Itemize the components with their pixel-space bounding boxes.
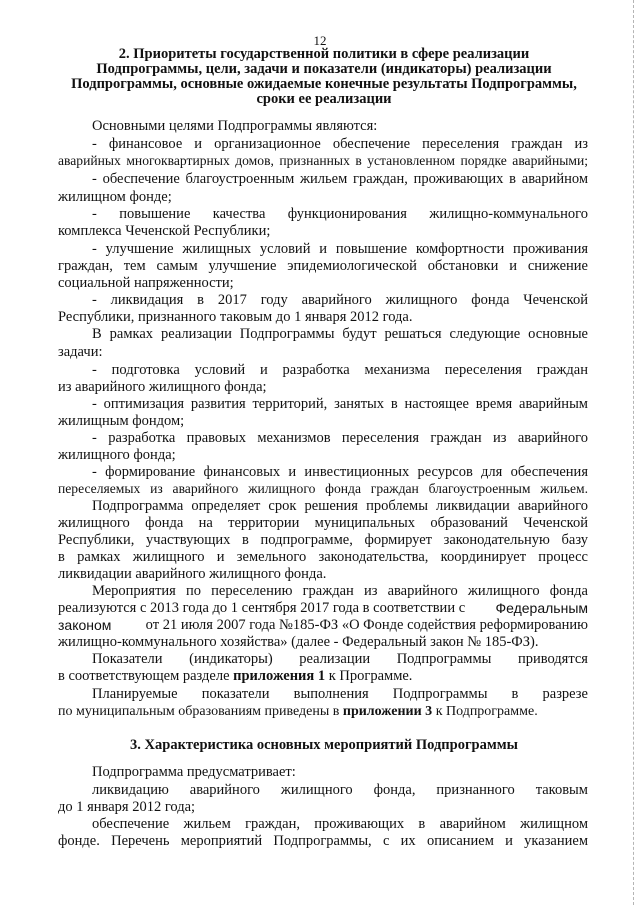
text-line: из аварийного жилищного фонда;: [58, 379, 267, 395]
section-2-title-line: 2. Приоритеты государственной политики в сфере реализации: [118, 46, 530, 62]
section-2-title-line: Подпрограммы, цели, задачи и показатели (индикаторы) реализации: [96, 61, 552, 77]
word: реализации: [299, 651, 371, 667]
line-segment: к Программе.: [328, 668, 413, 684]
text-line: [58, 599, 588, 617]
word: (индикаторы): [189, 651, 273, 667]
text-line: [92, 205, 588, 223]
word: в: [511, 686, 519, 702]
law-word: законом: [58, 617, 112, 633]
word: качества: [212, 206, 266, 222]
line-segment: в соответствующем разделе: [58, 668, 230, 684]
text-line: [58, 667, 588, 685]
federal-law-word: Федеральным: [495, 600, 588, 616]
text-line: переселяемых из аварийного жилищного фонда граждан благоустроенным жильем.: [58, 481, 588, 496]
text-line: Подпрограмма предусматривает:: [92, 764, 296, 780]
word: признанного: [436, 782, 515, 798]
word: аварийного: [189, 782, 260, 798]
text-line: ликвидации аварийного жилищного фонда.: [58, 566, 327, 582]
text-line: - оптимизация развития территорий, занятых в настоящее время аварийным: [92, 396, 588, 412]
text-line: социальной напряженности;: [58, 275, 234, 291]
text-line: - формирование финансовых и инвестиционных ресурсов для обеспечения: [92, 464, 588, 480]
word: разрезе: [542, 686, 588, 702]
text-line: Подпрограмма определяет срок решения проблемы ликвидации аварийного: [92, 498, 588, 514]
word: Показатели: [92, 651, 163, 667]
text-line: - подготовка условий и разработка механизма переселения граждан: [92, 362, 588, 378]
text-line: в рамках жилищного и земельного законодательства, координирует процесс: [58, 549, 588, 565]
text-line: жилищным фондом;: [58, 413, 185, 429]
text-line: [92, 685, 588, 703]
word: Планируемые: [92, 686, 178, 702]
text-line: до 1 января 2012 года;: [58, 799, 196, 815]
page-number: 12: [313, 33, 327, 48]
text-line: граждан, тем самым улучшение эпидемиологической обстановки и снижение: [58, 258, 588, 274]
text-line: комплекса Чеченской Республики;: [58, 223, 271, 239]
text-line: Основными целями Подпрограммы являются:: [92, 118, 378, 134]
text-line: обеспечение жильем граждан, проживающих в аварийном жилищном: [92, 816, 588, 832]
text-line: задачи:: [58, 344, 103, 360]
text-line: фонде. Перечень мероприятий Подпрограммы, с их описанием и указанием: [58, 833, 588, 849]
text-line: - ликвидация в 2017 году аварийного жилищного фонда Чеченской: [92, 292, 588, 308]
word: фонда,: [373, 782, 416, 798]
word: -: [92, 206, 97, 222]
text-line: - разработка правовых механизмов переселения граждан из аварийного: [92, 430, 588, 446]
text-line: [58, 616, 588, 634]
text-line: Республики, признанного таковым до 1 января 2012 года.: [58, 309, 413, 325]
line-segment: реализуются с 2013 года до 1 сентября 2017 года в соответствии с: [58, 600, 466, 616]
line-segment: по муниципальным образованиям приведены в: [58, 704, 340, 719]
text-line: - обеспечение благоустроенным жильем граждан, проживающих в аварийном: [92, 171, 588, 187]
word: жилищного: [280, 782, 353, 798]
text-line: [58, 703, 588, 721]
text-line: аварийных многоквартирных домов, признанных в установленном порядке аварийными;: [58, 153, 588, 168]
text-line: - финансовое и организационное обеспечение переселения граждан из: [92, 136, 588, 152]
appendix-1-reference: приложения 1: [233, 668, 326, 684]
text-line: жилищного фонда на территории муниципальных образований Чеченской: [58, 515, 588, 531]
word: приводятся: [517, 651, 588, 667]
text-line: [92, 650, 588, 668]
word: таковым: [535, 782, 588, 798]
word: ликвидацию: [92, 782, 169, 798]
text-line: жилищно-коммунального хозяйства» (далее - Федеральный закон № 185-ФЗ).: [58, 634, 539, 650]
appendix-3-reference: приложении 3: [342, 704, 433, 719]
text-line: Республики, участвующих в подпрограмме, формирует законодательную базу: [58, 532, 588, 548]
text-line: Мероприятия по переселению граждан из аварийного жилищного фонда: [92, 583, 588, 599]
word: показатели: [201, 686, 270, 702]
text-line: - улучшение жилищных условий и повышение комфортности проживания: [92, 241, 588, 257]
line-segment: от 21 июля 2007 года №185-ФЗ «О Фонде содействия реформированию: [145, 617, 588, 633]
word: повышение: [119, 206, 191, 222]
text-line: жилищного фонда;: [58, 447, 176, 463]
scan-edge-line: [633, 0, 634, 905]
line-segment: к Подпрограмме.: [435, 704, 538, 719]
section-2-title-line: сроки ее реализации: [256, 91, 392, 107]
word: функционирования: [287, 206, 407, 222]
word: Подпрограммы: [392, 686, 488, 702]
word: Подпрограммы: [396, 651, 492, 667]
word: жилищно-коммунального: [429, 206, 588, 222]
text-line: [92, 781, 588, 799]
text-line: В рамках реализации Подпрограммы будут решаться следующие основные: [92, 326, 588, 342]
word: выполнения: [293, 686, 369, 702]
section-2-title-line: Подпрограммы, основные ожидаемые конечные результаты Подпрограммы,: [71, 76, 577, 92]
text-line: жилищном фонде;: [58, 189, 172, 205]
section-3-title: 3. Характеристика основных мероприятий Подпрограммы: [130, 737, 518, 753]
